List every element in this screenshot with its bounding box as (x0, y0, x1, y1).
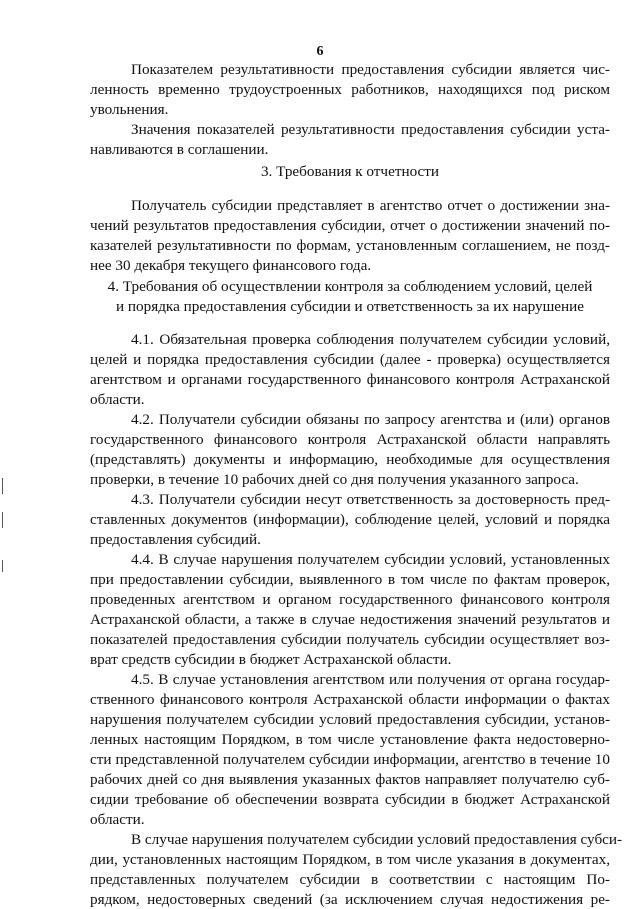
text-line: агентством и органами государственного финансового контроля Астраханской (90, 371, 610, 388)
text-line: рабочих дней со дня выявления указанных фактов направляет получателю суб- (90, 771, 610, 788)
text-line: 4.2. Получатели субсидии обязаны по запросу агентства и (или) органов (131, 411, 610, 428)
text-line: нее 30 декабря текущего финансового года. (90, 257, 372, 274)
text-line: ленных настоящим Порядком, в том числе установление факта недостоверно- (90, 731, 610, 748)
text-line: (представлять) документы и информацию, необходимые для осуществления (90, 451, 610, 468)
text-line: при предоставлении субсидии, выявленного в том числе по фактам проверок, (90, 571, 610, 588)
text-line: Астраханской области, а также в случае недостижения значений результатов и (90, 611, 610, 628)
text-line: сти представленной получателем субсидии информации, агентство в течение 10 (90, 751, 610, 768)
text-line: увольнения. (90, 101, 169, 118)
text-line: и порядка предоставления субсидии и ответственность за их нарушение (115, 298, 585, 315)
text-line: государственного финансового контроля Астраханской области направлять (90, 431, 610, 448)
text-line: В случае нарушения получателем субсидии условий предоставления субси- (131, 831, 623, 848)
scan-artifact-mark (2, 512, 3, 528)
text-line: 4.1. Обязательная проверка соблюдения получателем субсидии условий, (131, 331, 610, 348)
text-line: области. (90, 811, 145, 828)
page-number: 6 (316, 44, 324, 59)
text-line: проверки, в течение 10 рабочих дней со дня получения указанного запроса. (90, 471, 579, 488)
text-line: показателей предоставления субсидии получатель субсидии осуществляет воз- (90, 631, 610, 648)
text-line: области. (90, 391, 145, 408)
scan-artifact-mark (2, 478, 3, 494)
text-line: врат средств субсидии в бюджет Астраханской области. (90, 651, 452, 668)
text-line: чений результатов предоставления субсидии, отчет о достижении значений по- (90, 217, 610, 234)
text-line: ставленных документов (информации), соблюдение целей, условий и порядка (90, 511, 610, 528)
text-line: представленных получателем субсидии в соответствии с настоящим По- (90, 871, 610, 888)
text-line: навливаются в соглашении. (90, 141, 269, 158)
text-line: нарушения получателем субсидии условий предоставления субсидии, установ- (90, 711, 610, 728)
text-line: Получатель субсидии представляет в агентство отчет о достижении зна- (131, 197, 610, 214)
text-line: проведенных агентством и органом государственного финансового контроля (90, 591, 610, 608)
text-line: сидии требование об обеспечении возврата субсидии в бюджет Астраханской (90, 791, 610, 808)
scan-artifact-mark (2, 560, 3, 572)
text-line: предоставления субсидий. (90, 531, 261, 548)
text-line: 4. Требования об осуществлении контроля за соблюдением условий, целей (107, 278, 593, 295)
text-line: 4.3. Получатели субсидии несут ответственность за достоверность пред- (131, 491, 610, 508)
text-line: казателей результативности по формам, установленным соглашением, не позд- (90, 237, 610, 254)
text-line: 3. Требования к отчетности (260, 163, 440, 180)
text-line: ленность временно трудоустроенных работников, находящихся под риском (90, 81, 610, 98)
text-line: рядком, недостоверных сведений (за исключением случая недостижения ре- (90, 891, 610, 908)
text-line: ственного финансового контроля Астраханской области информации о фактах (90, 691, 610, 708)
text-line: 4.4. В случае нарушения получателем субсидии условий, установленных (131, 551, 610, 568)
text-line: 4.5. В случае установления агентством или получения от органа государ- (131, 671, 610, 688)
text-line: дии, установленных настоящим Порядком, в том числе указания в документах, (90, 851, 610, 868)
text-line: целей и порядка предоставления субсидии (далее - проверка) осуществляется (90, 351, 610, 368)
text-line: Значения показателей результативности предоставления субсидии уста- (131, 121, 610, 138)
text-line: Показателем результативности предоставления субсидии является чис- (131, 61, 610, 78)
